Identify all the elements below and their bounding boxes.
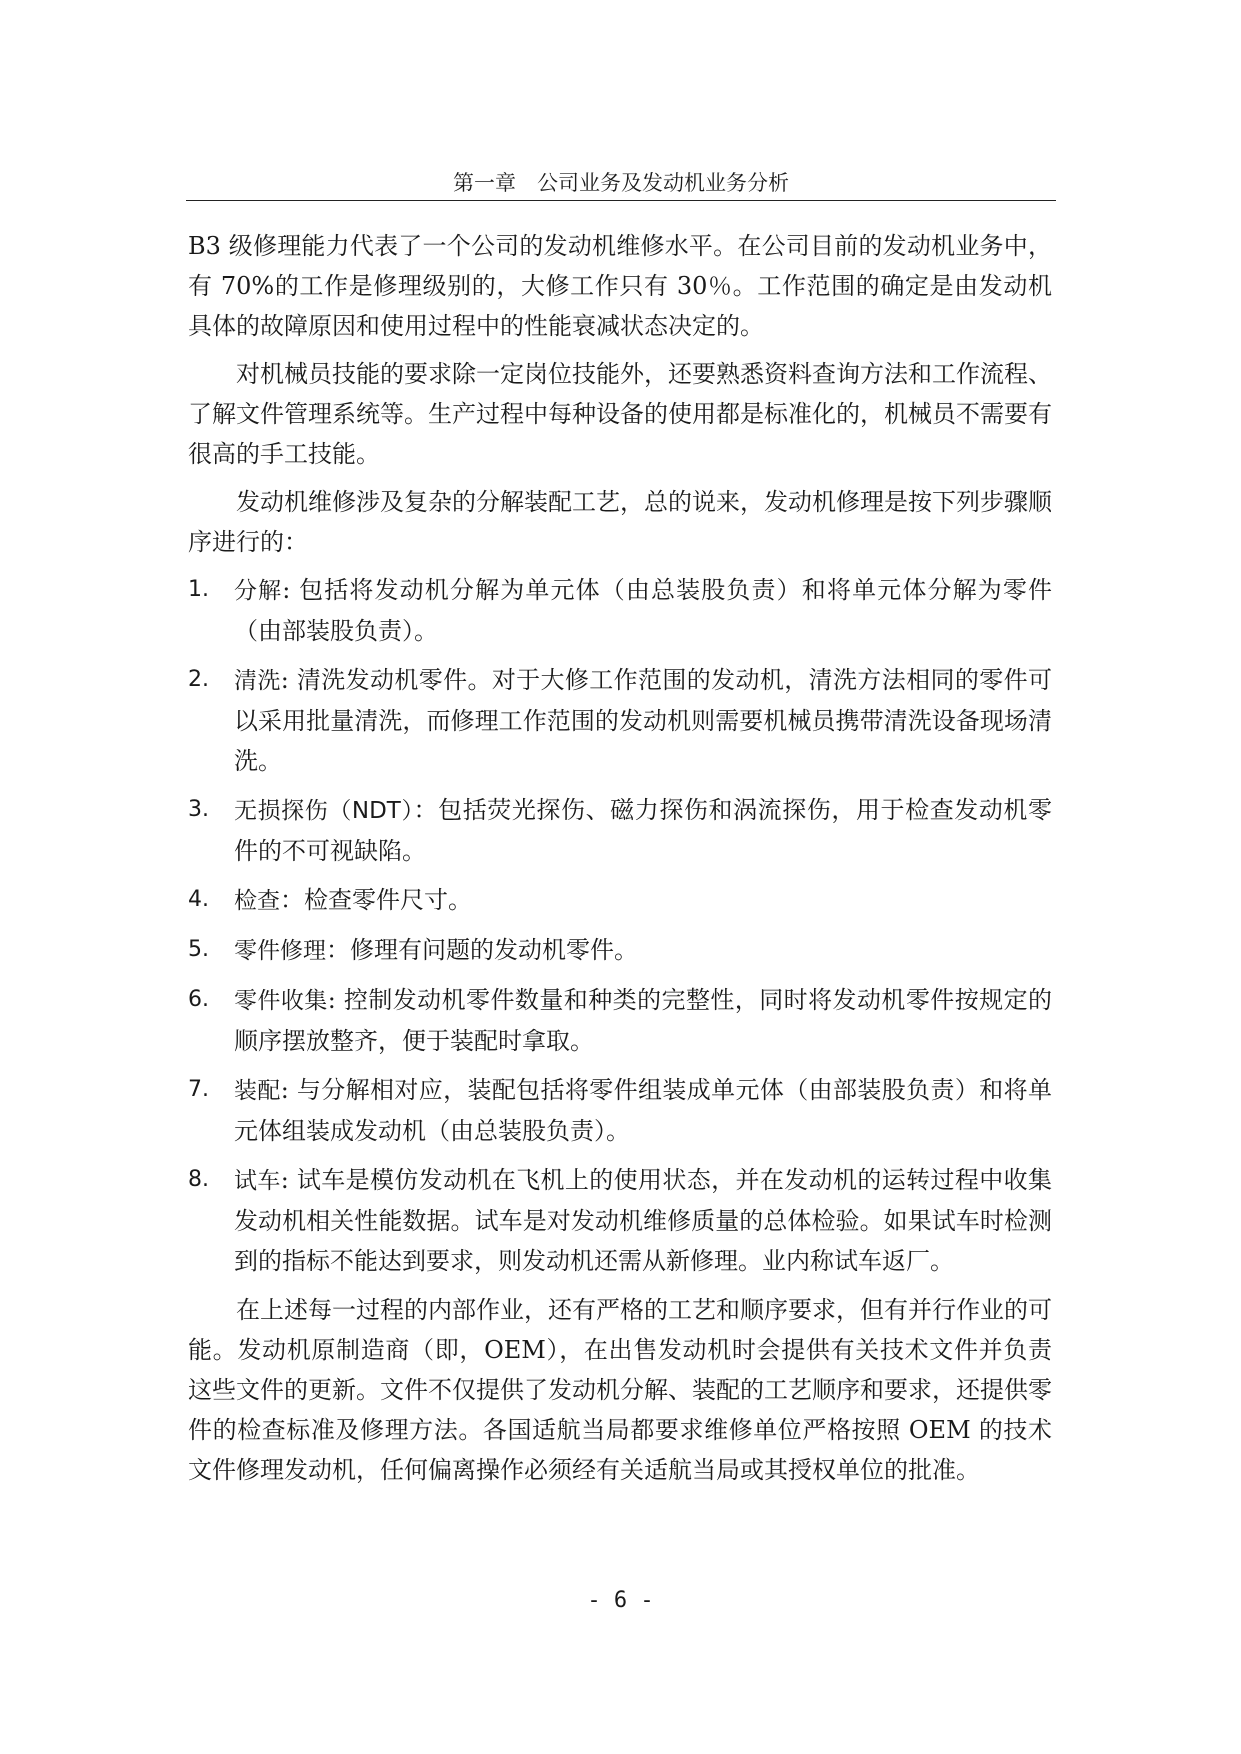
body-text [188, 226, 1052, 1498]
item-text: : 包括将发动机分解为单元体（由总装股负责）和将单元体分解为零件（由部装股负责）。 [234, 576, 1053, 645]
item-term: 无损探伤（NDT） [234, 798, 414, 824]
list-item [188, 930, 1052, 971]
list-item [188, 1070, 1052, 1151]
item-body [234, 980, 1052, 1061]
item-number: 5. [188, 937, 209, 962]
list-item [188, 1160, 1052, 1281]
item-term: 分解 [234, 578, 283, 604]
list-item [188, 880, 1052, 921]
item-number: 4. [188, 887, 209, 912]
item-body [234, 570, 1052, 651]
running-header: 第一章 公司业务及发动机业务分析 [453, 171, 789, 195]
item-number: 1. [188, 577, 209, 602]
item-term: 零件收集 [234, 988, 328, 1014]
item-number: 6. [188, 987, 209, 1012]
item-body [234, 660, 1052, 781]
paragraph-2: 对机械员技能的要求除一定岗位技能外，还要熟悉资料查询方法和工作流程、了解文件管理系统等。生产过程中每种设备的使用都是标准化的，机械员不需要有很高的手工技能。 [188, 360, 1052, 468]
paragraph-3: 发动机维修涉及复杂的分解装配工艺，总的说来，发动机修理是按下列步骤顺序进行的： [188, 488, 1052, 556]
item-text: : 与分解相对应，装配包括将零件组装成单元体（由部装股负责）和将单元体组装成发动机（由总装股负责）。 [234, 1076, 1052, 1145]
list-item [188, 790, 1052, 871]
header-rule [186, 200, 1056, 201]
item-text: : 控制发动机零件数量和种类的完整性，同时将发动机零件按规定的顺序摆放整齐，便于装配时拿取。 [234, 986, 1052, 1055]
closing-paragraph: 在上述每一过程的内部作业，还有严格的工艺和顺序要求，但有并行作业的可能。发动机原制造商（即，OEM），在出售发动机时会提供有关技术文件并负责这些文件的更新。文件不仅提供了发动机分解、装配的工艺顺序和要求，还提供零件的检查标准及修理方法。各国适航当局都要求维修单位严格按照 OEM 的技术文件修理发动机，任何偏离操作必须经有关适航当局或其授权单位的批准。 [188, 1296, 1052, 1484]
list-item [188, 980, 1052, 1061]
list-item [188, 570, 1052, 651]
item-term: 试车 [234, 1168, 281, 1194]
item-number: 7. [188, 1077, 209, 1102]
item-number: 2. [188, 667, 209, 692]
item-number: 3. [188, 797, 209, 822]
page-number: - 6 - [587, 1588, 654, 1613]
paragraph-1: B3 级修理能力代表了一个公司的发动机维修水平。在公司目前的发动机业务中，有 70%的工作是修理级别的，大修工作只有 30％。工作范围的确定是由发动机具体的故障原因和使用过程中的性能衰减状态决定的。 [188, 232, 1052, 340]
item-body [234, 790, 1052, 871]
item-text: ：修理有问题的发动机零件。 [326, 936, 638, 964]
item-term: 检查 [234, 888, 280, 914]
item-body [234, 880, 1052, 921]
item-term: 装配 [234, 1078, 281, 1104]
item-term: 零件修理 [234, 938, 326, 964]
item-text: : 清洗发动机零件。对于大修工作范围的发动机，清洗方法相同的零件可以采用批量清洗，而修理工作范围的发动机则需要机械员携带清洗设备现场清洗。 [234, 666, 1052, 775]
item-number: 8. [188, 1167, 209, 1192]
item-body [234, 1070, 1052, 1151]
item-term: 清洗 [234, 668, 281, 694]
item-text: ：包括荧光探伤、磁力探伤和涡流探伤，用于检查发动机零件的不可视缺陷。 [234, 796, 1053, 865]
item-body [234, 930, 1052, 971]
item-body [234, 1160, 1052, 1281]
item-text: : 试车是模仿发动机在飞机上的使用状态，并在发动机的运转过程中收集发动机相关性能数据。试车是对发动机维修质量的总体检验。如果试车时检测到的指标不能达到要求，则发动机还需从新修理。业内称试车返厂。 [234, 1166, 1052, 1275]
steps-list [188, 570, 1052, 1281]
item-text: ：检查零件尺寸。 [280, 886, 472, 914]
list-item [188, 660, 1052, 781]
